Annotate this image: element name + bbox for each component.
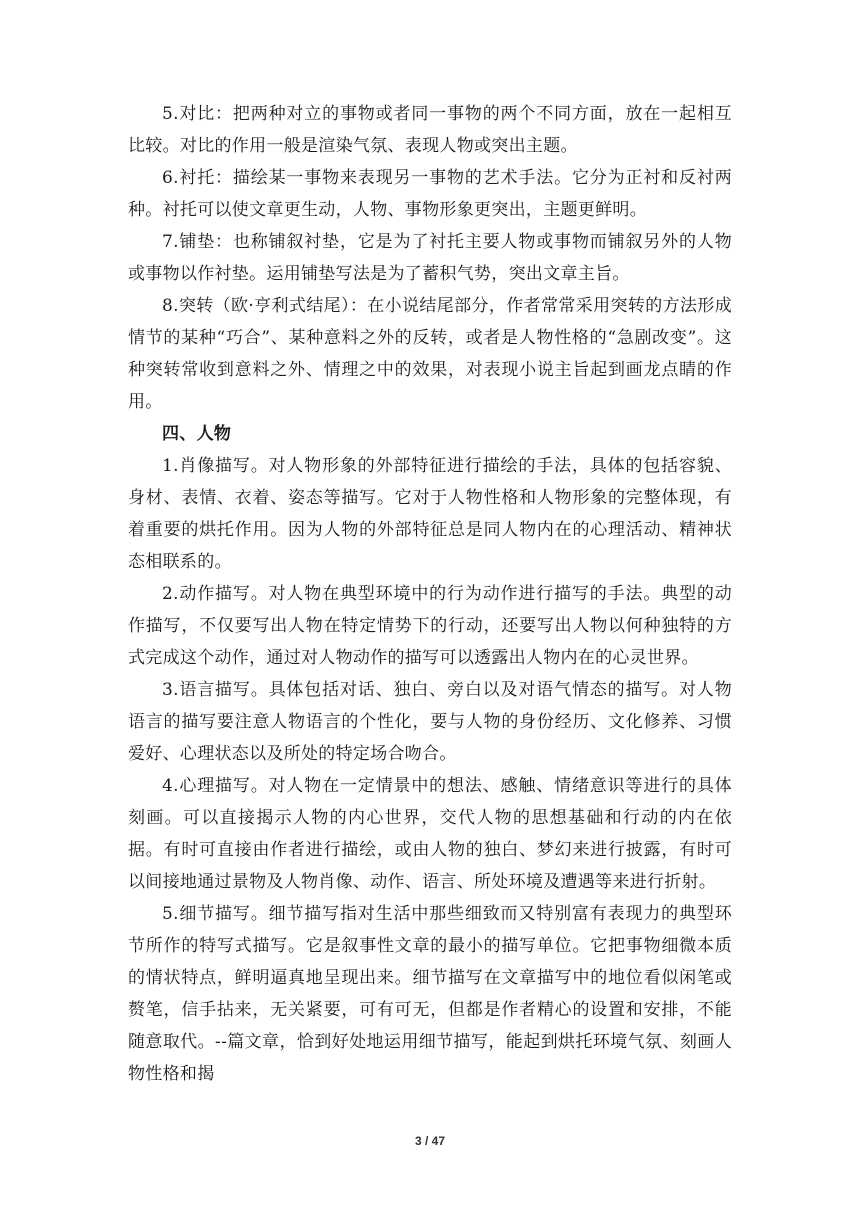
page-content: [128, 98, 732, 1090]
paragraph-twist-ending: 8.突转（欧·亨利式结尾）：在小说结尾部分，作者常常采用突转的方法形成情节的某种“巧合”、某种意料之外的反转，或者是人物性格的“急剧改变”。这种突转常收到意料之外、情理之中的效果，对表现小说主旨起到画龙点睛的作用。: [128, 296, 732, 412]
paragraph-psychological-description: 4.心理描写。对人物在一定情景中的想法、感触、情绪意识等进行的具体刻画。可以直接揭示人物的内心世界，交代人物的思想基础和行动的内在依据。有时可直接由作者进行描绘，或由人物的独白、梦幻来进行披露，有时可以间接地通过景物及人物肖像、动作、语言、所处环境及遭遇等来进行折射。: [128, 776, 732, 892]
paragraph-contrast: 5.对比：把两种对立的事物或者同一事物的两个不同方面，放在一起相互比较。对比的作用一般是渲染气氛、表现人物或突出主题。: [128, 104, 732, 156]
section-heading-characters: 四、人物: [162, 424, 232, 444]
paragraph-language-description: 3.语言描写。具体包括对话、独白、旁白以及对语气情态的描写。对人物语言的描写要注意人物语言的个性化，要与人物的身份经历、文化修养、习惯爱好、心理状态以及所处的特定场合吻合。: [128, 680, 732, 764]
paragraph-foil: 6.衬托：描绘某一事物来表现另一事物的艺术手法。它分为正衬和反衬两种。衬托可以使文章更生动，人物、事物形象更突出，主题更鲜明。: [128, 168, 732, 220]
paragraph-portrait-description: 1.肖像描写。对人物形象的外部特征进行描绘的手法，具体的包括容貌、身材、表情、衣着、姿态等描写。它对于人物性格和人物形象的完整体现，有着重要的烘托作用。因为人物的外部特征总是同人物内在的心理活动、精神状态相联系的。: [128, 456, 732, 572]
paragraph-detail-description: 5.细节描写。细节描写指对生活中那些细致而又特别富有表现力的典型环节所作的特写式描写。它是叙事性文章的最小的描写单位。它把事物细微本质的情状特点，鲜明逼真地呈现出来。细节描写在文章描写中的地位看似闲笔或赘笔，信手拈来，无关紧要，可有可无，但都是作者精心的设置和安排，不能随意取代。--篇文章，恰到好处地运用细节描写，能起到烘托环境气氛、刻画人物性格和揭: [128, 904, 732, 1084]
paragraph-foreshadowing: 7.铺垫：也称铺叙衬垫，它是为了衬托主要人物或事物而铺叙另外的人物或事物以作衬垫。运用铺垫写法是为了蓄积气势，突出文章主旨。: [128, 232, 732, 284]
page-number: 3 / 47: [414, 1134, 446, 1148]
paragraph-action-description: 2.动作描写。对人物在典型环境中的行为动作进行描写的手法。典型的动作描写，不仅要写出人物在特定情势下的行动，还要写出人物以何种独特的方式完成这个动作，通过对人物动作的描写可以透露出人物内在的心灵世界。: [128, 584, 732, 668]
